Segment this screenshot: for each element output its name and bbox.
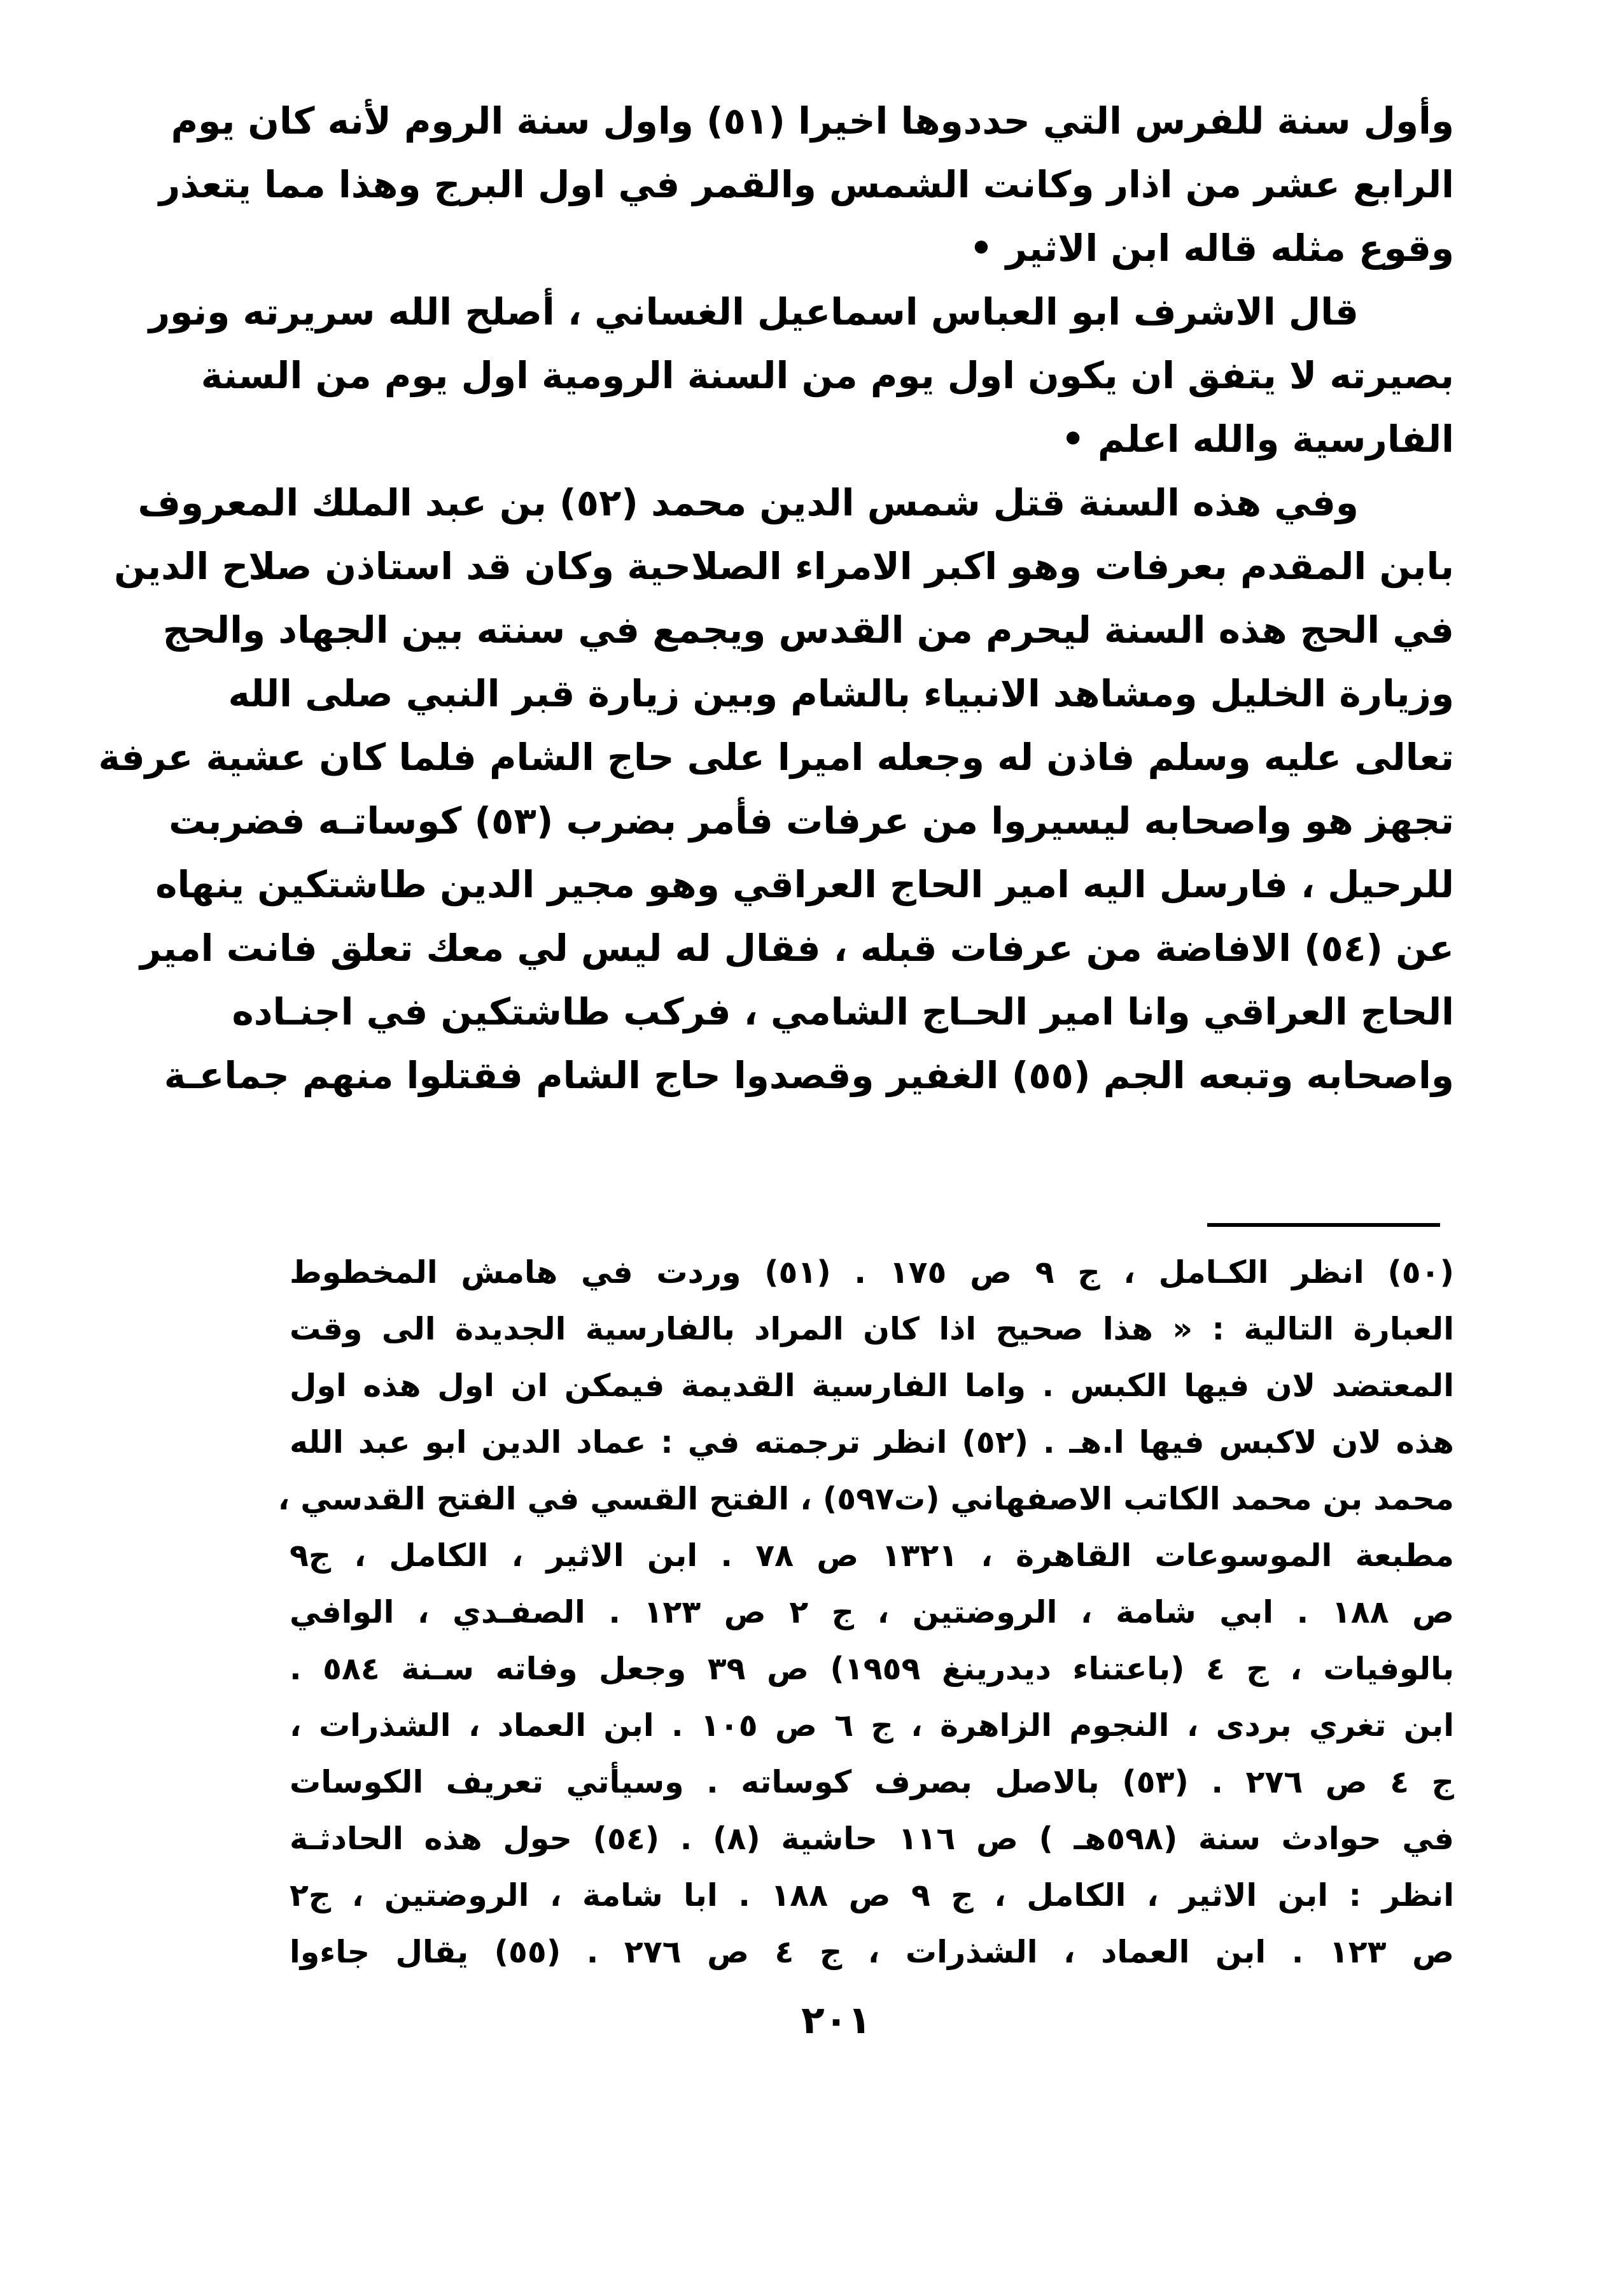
footnote-line: هذه لان لاكبس فيها ا.هـ . (٥٢) انظر ترجمته في : عماد الدين ابو عبد الله [290, 1424, 1455, 1460]
text-line: تجهز هو واصحابه ليسيروا من عرفات فأمر بضرب (٥٣) كوساتـه فضربت [169, 799, 1454, 843]
text-line: للرحيل ، فارسل اليه امير الحاج العراقي وهو مجير الدين طاشتكين ينهاه [155, 863, 1454, 906]
text-line: الرابع عشر من اذار وكانت الشمس والقمر في اول البرج وهذا مما يتعذر [158, 163, 1454, 206]
text-line: وفي هذه السنة قتل شمس الدين محمد (٥٢) بن عبد الملك المعروف [137, 481, 1359, 524]
footnote-line: العبارة التالية : « هذا صحيح اذا كان المراد بالفارسية الجديدة الى وقت [290, 1311, 1454, 1347]
text-line: تعالى عليه وسلم فاذن له وجعله اميرا على حاج الشام فلما كان عشية عرفة [98, 736, 1454, 779]
text-line: بابن المقدم بعرفات وهو اكبر الامراء الصلاحية وكان قد استاذن صلاح الدين [114, 545, 1454, 588]
footnote-line: ج ٤ ص ٢٧٦ . (٥٣) بالاصل بصرف كوساته . وسيأتي تعريف الكوسات [290, 1764, 1454, 1800]
footnote-line: ابن تغري بردى ، النجوم الزاهرة ، ج ٦ ص ١٠٥ . ابن العماد ، الشذرات ، [290, 1707, 1455, 1744]
main-text [98, 89, 1454, 1107]
footnote-line: بالوفيات ، ج ٤ (باعتناء ديدرينغ ١٩٥٩) ص ٣٩ وجعل وفاته سـنة ٥٨٤ . [290, 1651, 1454, 1687]
page-number: ٢٠١ [801, 1998, 871, 2043]
footnotes [277, 1244, 1455, 1980]
text-line: الحاج العراقي وانا امير الحـاج الشامي ، فركب طاشتكين في اجنـاده [232, 990, 1454, 1033]
text-line: في الحج هذه السنة ليحرم من القدس ويجمع في سنته بين الجهاد والحج [162, 608, 1454, 652]
text-line: قال الاشرف ابو العباس اسماعيل الغساني ، أصلح الله سريرته ونور [148, 290, 1359, 333]
text-line: عن (٥٤) الافاضة من عرفات قبله ، فقال له ليس لي معك تعلق فانت امير [139, 927, 1454, 970]
text-line: الفارسية والله اعلم • [1061, 417, 1454, 461]
footnote-line: المعتضد لان فيها الكبس . واما الفارسية القديمة فيمكن ان اول هذه اول [290, 1367, 1454, 1404]
footnote-line: في حوادث سنة (٥٩٨هـ ) ص ١١٦ حاشية (٨) . (٥٤) حول هذه الحادثـة [290, 1821, 1455, 1857]
text-line: واصحابه وتبعه الجم (٥٥) الغفير وقصدوا حاج الشام فقتلوا منهم جماعـة [164, 1054, 1454, 1097]
text-line: وزيارة الخليل ومشاهد الانبياء بالشام وبين زيارة قبر النبي صلى الله [228, 672, 1454, 715]
footnote-line: (٥٠) انظر الكـامل ، ج ٩ ص ١٧٥ . (٥١) وردت في هامش المخطوط [290, 1254, 1454, 1290]
text-line: بصيرته لا يتفق ان يكون اول يوم من السنة الرومية اول يوم من السنة [200, 354, 1454, 397]
text-line: وأول سنة للفرس التي حددوها اخيرا (٥١) واول سنة الروم لأنه كان يوم [171, 99, 1454, 143]
footnote-line: ص ١٨٨ . ابي شامة ، الروضتين ، ج ٢ ص ١٢٣ . الصفـدي ، الوافي [290, 1594, 1454, 1630]
footnote-line: ص ١٢٣ . ابن العماد ، الشذرات ، ج ٤ ص ٢٧٦ . (٥٥) يقال جاءوا [290, 1934, 1454, 1970]
footnote-separator [1207, 1223, 1440, 1227]
footnote-line: محمد بن محمد الكاتب الاصفهاني (ت٥٩٧) ، الفتح القسي في الفتح القدسي ، [277, 1481, 1454, 1517]
footnote-line: مطبعة الموسوعات القاهرة ، ١٣٢١ ص ٧٨ . ابن الاثير ، الكامل ، ج٩ [290, 1537, 1454, 1574]
text-line: وقوع مثله قاله ابن الاثير • [969, 227, 1454, 270]
footnote-line: انظر : ابن الاثير ، الكامل ، ج ٩ ص ١٨٨ . ابا شامة ، الروضتين ، ج٢ [290, 1877, 1454, 1913]
